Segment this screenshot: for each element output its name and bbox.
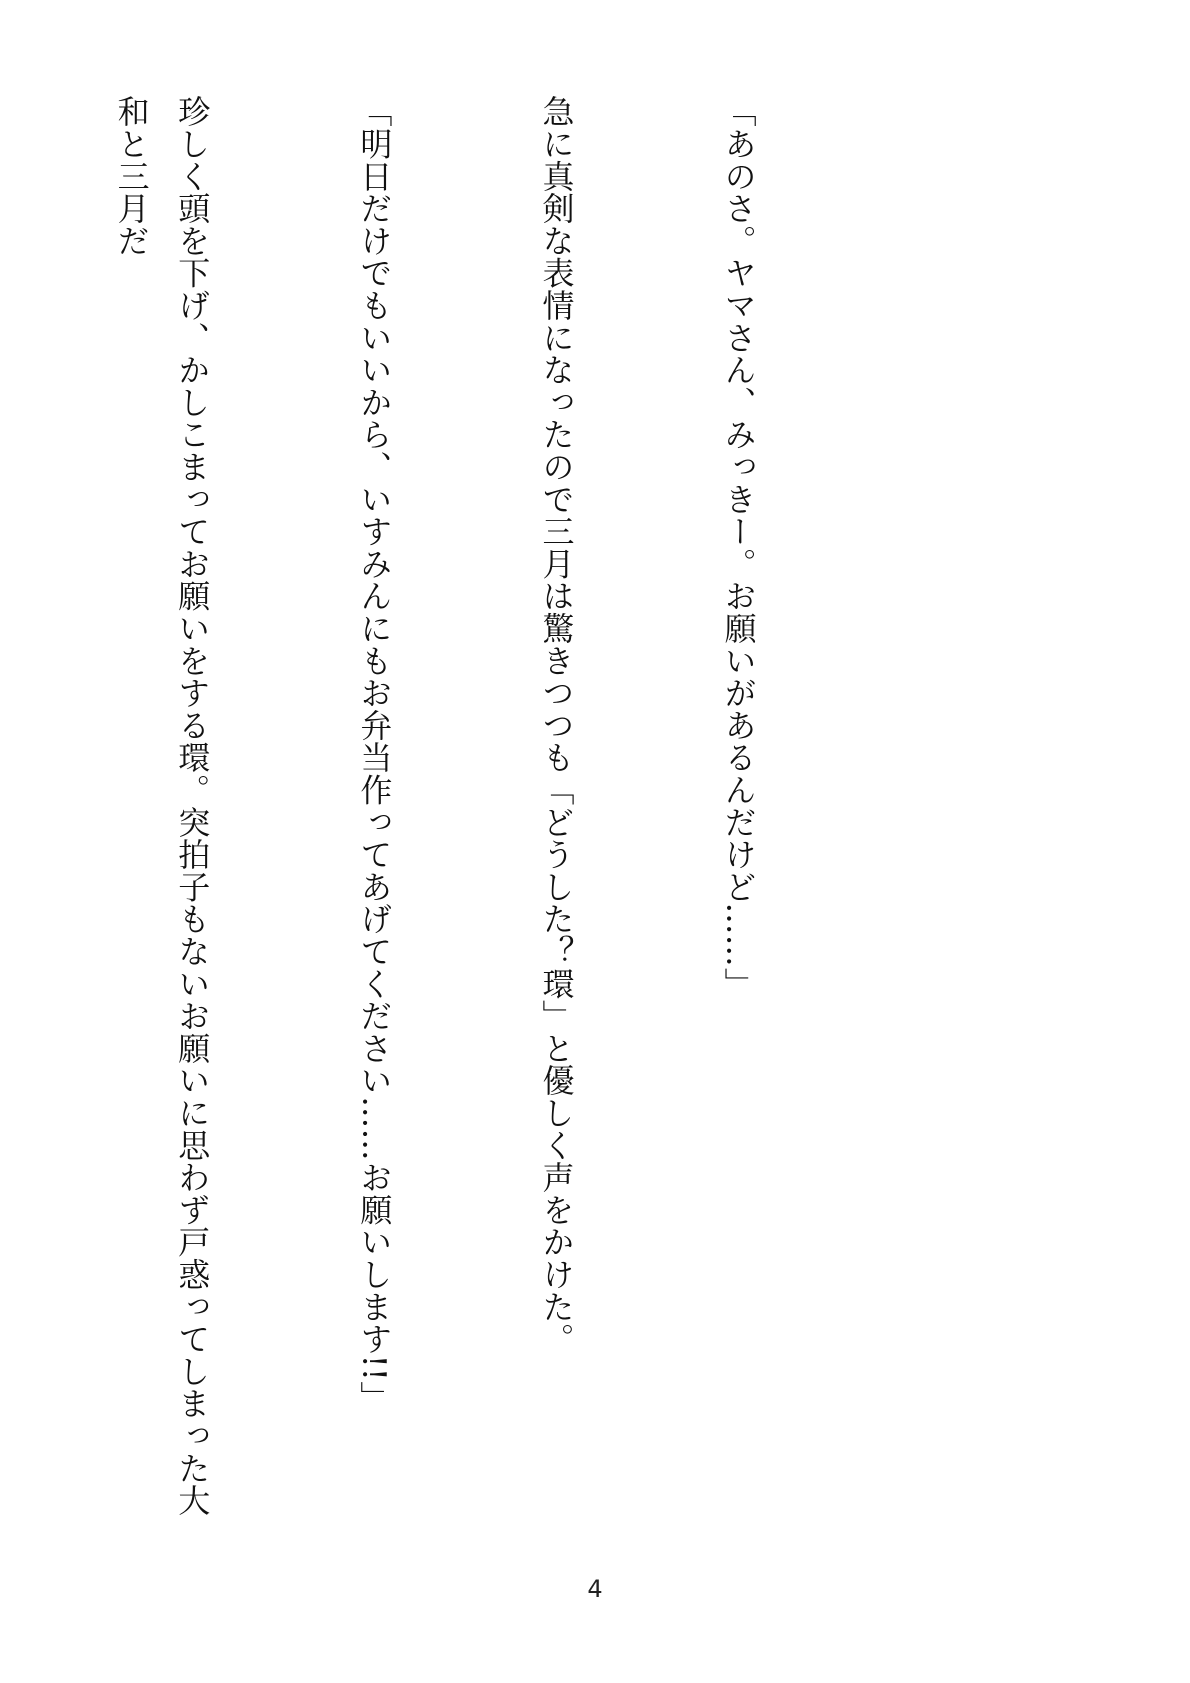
text-line: 珍しく頭を下げ、かしこまってお願いをする環。突拍子もないお願いに思わず戸惑ってしまった大和と三月だ <box>112 95 212 1517</box>
text-line: 「明日だけでもいいから、いすみんにもお弁当作ってあげてください……お願いします!!」 <box>355 95 394 1414</box>
text-line: 急に真剣な表情になったので三月は驚きつつも「どうした？環」と優しく声をかけた。 <box>537 95 576 1355</box>
vertical-text-block <box>0 95 890 1545</box>
page-number: 4 <box>587 1575 603 1603</box>
text-line: 「あのさ。ヤマさん、みっきー。お願いがあるんだけど……」 <box>719 95 758 1000</box>
